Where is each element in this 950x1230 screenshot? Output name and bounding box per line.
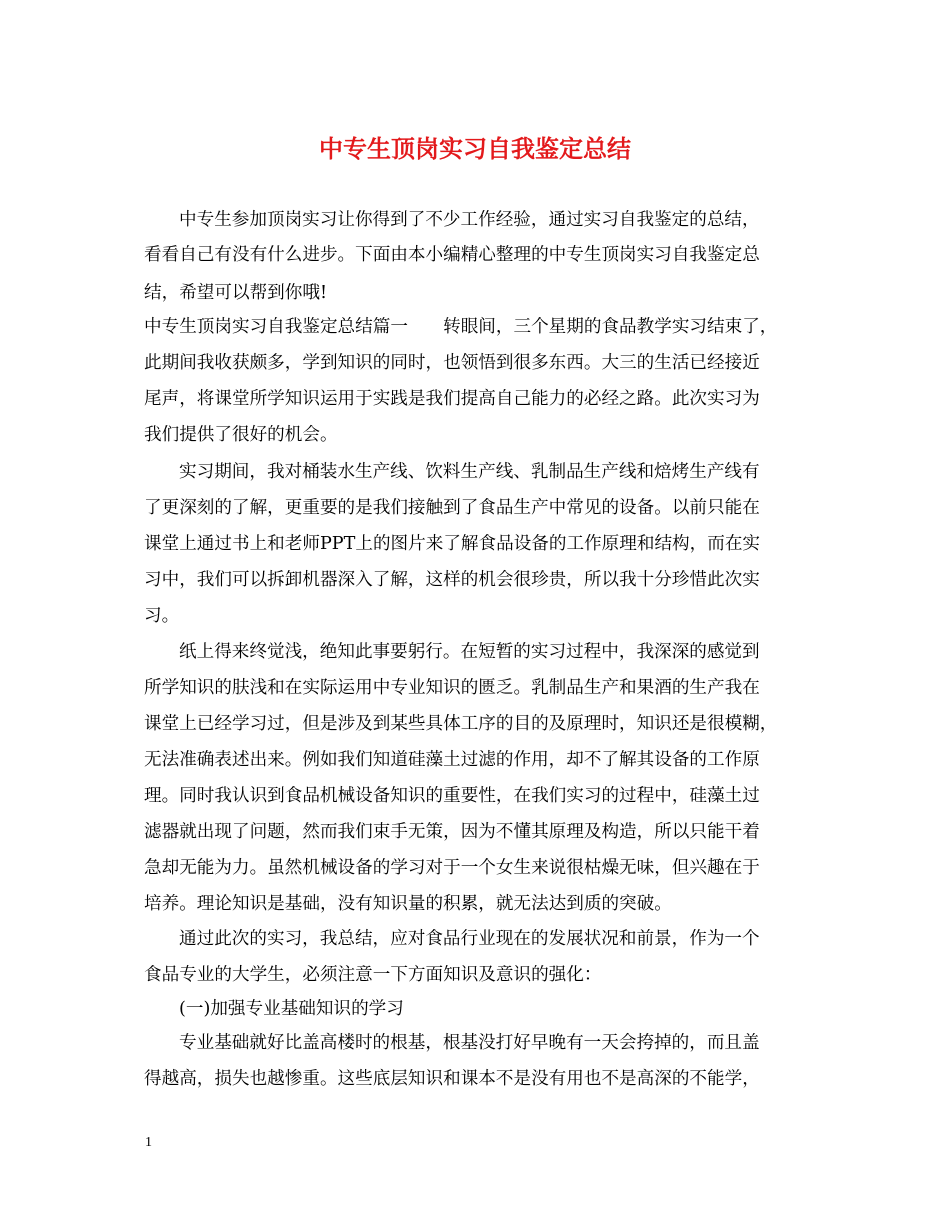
paragraph-line: 了更深刻的了解，更重要的是我们接触到了食品生产中常见的设备。以前只能在 — [144, 498, 760, 518]
page-number: 1 — [145, 1135, 152, 1150]
paragraph-line: 得越高，损失也越惨重。这些底层知识和课本不是没有用也不是高深的不能学， — [144, 1069, 760, 1089]
paragraph-line: 看看自己有没有什么进步。下面由本小编精心整理的中专生顶岗实习自我鉴定总 — [144, 245, 760, 265]
paragraph-line: 滤器就出现了问题，然而我们束手无策，因为不懂其原理及构造，所以只能干着 — [144, 822, 760, 842]
paragraph-line: 习中，我们可以拆卸机器深入了解，这样的机会很珍贵，所以我十分珍惜此次实 — [144, 570, 760, 590]
paragraph-line: 食品专业的大学生，必须注意一下方面知识及意识的强化： — [144, 965, 602, 985]
paragraph-line: 中专生参加顶岗实习让你得到了不少工作经验，通过实习自我鉴定的总结， — [179, 210, 760, 230]
paragraph-line: 课堂上已经学习过，但是涉及到某些具体工序的目的及原理时，知识还是很模糊， — [144, 714, 778, 734]
paragraph-line: 尾声，将课堂所学知识运用于实践是我们提高自己能力的必经之路。此次实习为 — [144, 389, 760, 409]
section-heading: (一)加强专业基础知识的学习 — [179, 999, 404, 1019]
paragraph-line: 习。 — [144, 606, 180, 626]
paragraph-line: 通过此次的实习，我总结，应对食品行业现在的发展状况和前景，作为一个 — [179, 929, 760, 949]
paragraph-line: 结，希望可以帮到你哦! — [144, 283, 328, 303]
paragraph-line: 中专生顶岗实习自我鉴定总结篇一 转眼间，三个星期的食品教学实习结束了， — [144, 317, 778, 337]
paragraph-line: 无法准确表述出来。例如我们知道硅藻土过滤的作用，却不了解其设备的工作原 — [144, 750, 760, 770]
paragraph-line: 培养。理论知识是基础，没有知识量的积累，就无法达到质的突破。 — [144, 894, 672, 914]
paragraph-line: 所学知识的肤浅和在实际运用中专业知识的匮乏。乳制品生产和果酒的生产我在 — [144, 678, 760, 698]
paragraph-line: 专业基础就好比盖高楼时的根基，根基没打好早晚有一天会挎掉的，而且盖 — [179, 1033, 760, 1053]
document-title: 中专生顶岗实习自我鉴定总结 — [319, 134, 631, 163]
paragraph-line: 实习期间，我对桶装水生产线、饮料生产线、乳制品生产线和焙烤生产线有 — [179, 462, 760, 482]
paragraph-line: 我们提供了很好的机会。 — [144, 425, 338, 445]
paragraph-line: 课堂上通过书上和老师PPT上的图片来了解食品设备的工作原理和结构，而在实 — [144, 534, 761, 554]
paragraph-line: 理。同时我认识到食品机械设备知识的重要性，在我们实习的过程中，硅藻土过 — [144, 786, 760, 806]
paragraph-line: 急却无能为力。虽然机械设备的学习对于一个女生来说很枯燥无味，但兴趣在于 — [144, 858, 760, 878]
paragraph-line: 纸上得来终觉浅，绝知此事要躬行。在短暂的实习过程中，我深深的感觉到 — [179, 642, 760, 662]
paragraph-line: 此期间我收获颇多，学到知识的同时，也领悟到很多东西。大三的生活已经接近 — [144, 353, 760, 373]
